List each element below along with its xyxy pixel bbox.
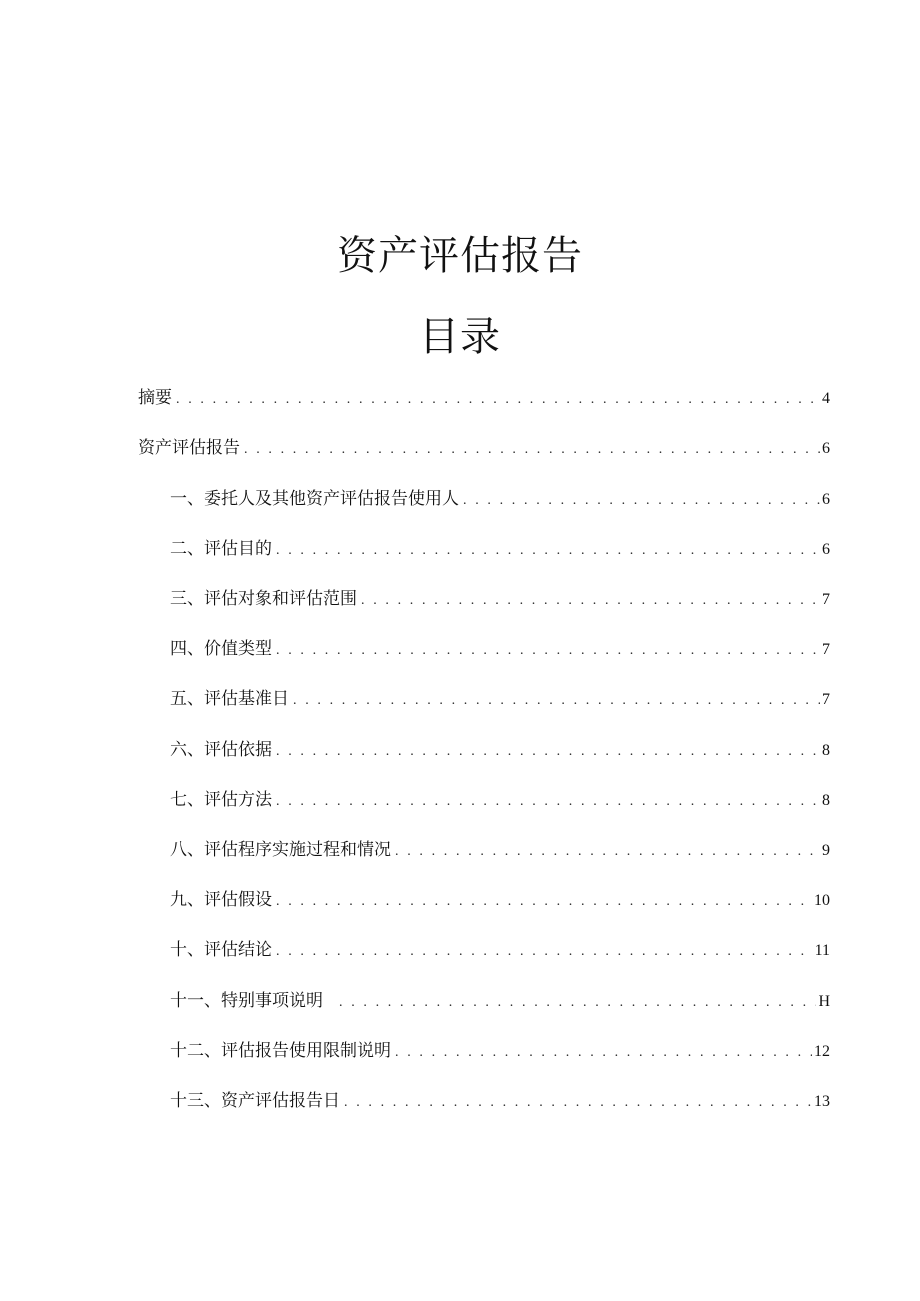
toc-leader-dots (276, 738, 820, 766)
toc-entry-page: 6 (822, 491, 830, 508)
toc-heading: 目录 (419, 314, 501, 360)
toc-entry-label: 一、委托人及其他资产评估报告使用人 (170, 489, 459, 509)
toc-entry-page: 7 (822, 691, 830, 708)
toc-entry-label: 六、评估依据 (170, 740, 272, 760)
toc-entry-label: 十、评估结论 (170, 940, 272, 960)
toc-leader-dots (463, 487, 820, 515)
toc-leader-dots (276, 788, 820, 816)
toc-entry-page: 7 (822, 641, 830, 658)
toc-entry-label: 四、价值类型 (170, 639, 272, 659)
toc-entry[interactable] (170, 535, 830, 563)
toc-entry[interactable] (170, 786, 830, 814)
toc-entry-label: 八、评估程序实施过程和情况 (170, 840, 391, 860)
toc-entry-label: 七、评估方法 (170, 790, 272, 810)
toc-leader-dots (276, 888, 812, 916)
toc-leader-dots (293, 687, 820, 715)
toc-leader-dots (344, 1089, 812, 1117)
toc-entry-page: 8 (822, 742, 830, 759)
toc-entry-page: 4 (822, 390, 830, 407)
toc-leader-dots (339, 989, 816, 1017)
toc-entry[interactable] (170, 635, 830, 663)
toc-leader-dots (395, 1039, 812, 1067)
toc-entry[interactable] (170, 987, 830, 1015)
toc-entry-page: 7 (822, 591, 830, 608)
toc-entry-page: 6 (822, 440, 830, 457)
toc-entry-label: 五、评估基准日 (170, 689, 289, 709)
toc-leader-dots (361, 587, 820, 615)
toc-leader-dots (276, 537, 820, 565)
toc-entry[interactable] (170, 736, 830, 764)
toc-entry-label: 十二、评估报告使用限制说明 (170, 1041, 391, 1061)
toc-entry[interactable] (138, 434, 830, 462)
toc-entry[interactable] (170, 1037, 830, 1065)
toc-entry-label: 十一、特别事项说明 (170, 991, 323, 1011)
toc-entry[interactable] (170, 886, 830, 914)
toc-entry-label: 十三、资产评估报告日 (170, 1091, 340, 1111)
toc-entry-page: 10 (814, 892, 830, 909)
toc-entry-page: 13 (814, 1093, 830, 1110)
toc-entry-page: 12 (814, 1043, 830, 1060)
toc-entry[interactable] (170, 585, 830, 613)
toc-leader-dots (276, 637, 820, 665)
toc-leader-dots (244, 436, 820, 464)
toc-leader-dots (176, 386, 820, 414)
toc-entry[interactable] (138, 384, 830, 412)
toc-entry[interactable] (170, 836, 830, 864)
toc-entry[interactable] (170, 936, 830, 964)
toc-leader-dots (395, 838, 820, 866)
toc-entry[interactable] (170, 485, 830, 513)
toc-entry-page: 8 (822, 792, 830, 809)
document-title: 资产评估报告 (337, 233, 583, 279)
toc-entry-label: 九、评估假设 (170, 890, 272, 910)
toc-leader-dots (276, 938, 813, 966)
toc-entry-label: 资产评估报告 (138, 438, 240, 458)
toc-entry-label: 二、评估目的 (170, 539, 272, 559)
toc-entry-label: 摘要 (138, 388, 172, 408)
toc-entry-page: 9 (822, 842, 830, 859)
toc-entry-page: 6 (822, 541, 830, 558)
toc-entry-page: 11 (814, 942, 830, 959)
toc-entry[interactable] (170, 685, 830, 713)
toc-entry-page: H (818, 993, 830, 1010)
toc-entry-label: 三、评估对象和评估范围 (170, 589, 357, 609)
toc-entry[interactable] (170, 1087, 830, 1115)
